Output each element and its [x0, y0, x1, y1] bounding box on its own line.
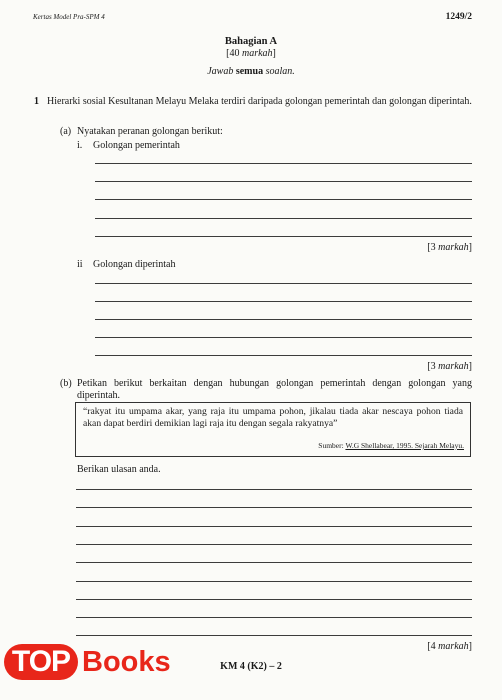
- marks-b: [427, 641, 472, 652]
- answer-line[interactable]: [95, 355, 472, 356]
- part-a-ii-label: ii: [77, 259, 83, 270]
- answer-line[interactable]: [76, 507, 472, 508]
- part-a-ii-text: Golongan diperintah: [93, 259, 176, 270]
- answer-line[interactable]: [76, 526, 472, 527]
- section-marks-word: markah: [241, 48, 273, 59]
- answer-line[interactable]: [95, 163, 472, 164]
- source-ref: W.G Shellabear, 1995. Sejarah Melayu.: [345, 441, 464, 450]
- answer-line[interactable]: [76, 581, 472, 582]
- part-a-label: (a): [60, 126, 72, 137]
- source-label: Sumber:: [318, 441, 346, 450]
- instr-bold: semua: [235, 66, 264, 77]
- logo-books-text: Books: [82, 646, 171, 678]
- marks-a-ii: [427, 361, 472, 372]
- quote-text: “rakyat itu umpama akar, yang raja itu umpama pohon, jikalau tiada akar nescaya pohon tiada akan dapat berdiri demikian lagi raja itu dengan segala rakyatnya”: [83, 406, 463, 429]
- answer-line[interactable]: [76, 544, 472, 545]
- answer-line[interactable]: [95, 236, 472, 237]
- page-footer: KM 4 (K2) – 2: [220, 661, 282, 672]
- section-instruction: [0, 66, 502, 77]
- part-b-text: Petikan berikut berkaitan dengan hubungan golongan pemerintah dengan golongan yang diperintah.: [77, 378, 472, 401]
- answer-line[interactable]: [95, 283, 472, 284]
- answer-line[interactable]: [95, 199, 472, 200]
- topbooks-logo: [0, 642, 182, 686]
- answer-line[interactable]: [76, 562, 472, 563]
- marks-num: [3: [427, 361, 439, 372]
- answer-line[interactable]: [95, 218, 472, 219]
- answer-line[interactable]: [76, 599, 472, 600]
- answer-line[interactable]: [76, 635, 472, 636]
- answer-line[interactable]: [95, 301, 472, 302]
- answer-line[interactable]: [95, 337, 472, 338]
- marks-num: [3: [427, 242, 439, 253]
- marks-word: markah: [438, 242, 469, 253]
- part-a-i-text: Golongan pemerintah: [93, 140, 180, 151]
- marks-a-i: [427, 242, 472, 253]
- header-right: 1249/2: [445, 12, 472, 22]
- answer-line[interactable]: [76, 489, 472, 490]
- marks-close: ]: [468, 641, 472, 652]
- marks-word: markah: [438, 361, 469, 372]
- question-number: 1: [34, 96, 39, 107]
- section-marks-close: ]: [272, 48, 276, 59]
- instr-post: soalan.: [263, 66, 295, 77]
- marks-close: ]: [468, 242, 472, 253]
- marks-word: markah: [438, 641, 469, 652]
- marks-num: [4: [427, 641, 439, 652]
- part-a-text: Nyatakan peranan golongan berikut:: [77, 126, 223, 137]
- answer-line[interactable]: [95, 181, 472, 182]
- answer-line[interactable]: [95, 319, 472, 320]
- part-b-prompt: Berikan ulasan anda.: [77, 464, 161, 475]
- section-title: Bahagian A: [224, 36, 278, 47]
- logo-top-badge: TOP: [4, 644, 78, 680]
- quote-source: [318, 440, 464, 452]
- header-left: Kertas Model Pra-SPM 4: [33, 13, 105, 21]
- question-text: Hierarki sosial Kesultanan Melayu Melaka terdiri daripada golongan pemerintah dan golongan diperintah.: [47, 96, 472, 107]
- section-marks-num: [40: [226, 48, 242, 59]
- section-marks: [0, 48, 502, 59]
- quote-box: [75, 402, 471, 457]
- instr-pre: Jawab: [207, 66, 236, 77]
- part-b-label: (b): [60, 378, 72, 389]
- answer-line[interactable]: [76, 617, 472, 618]
- part-a-i-label: i.: [77, 140, 83, 151]
- marks-close: ]: [468, 361, 472, 372]
